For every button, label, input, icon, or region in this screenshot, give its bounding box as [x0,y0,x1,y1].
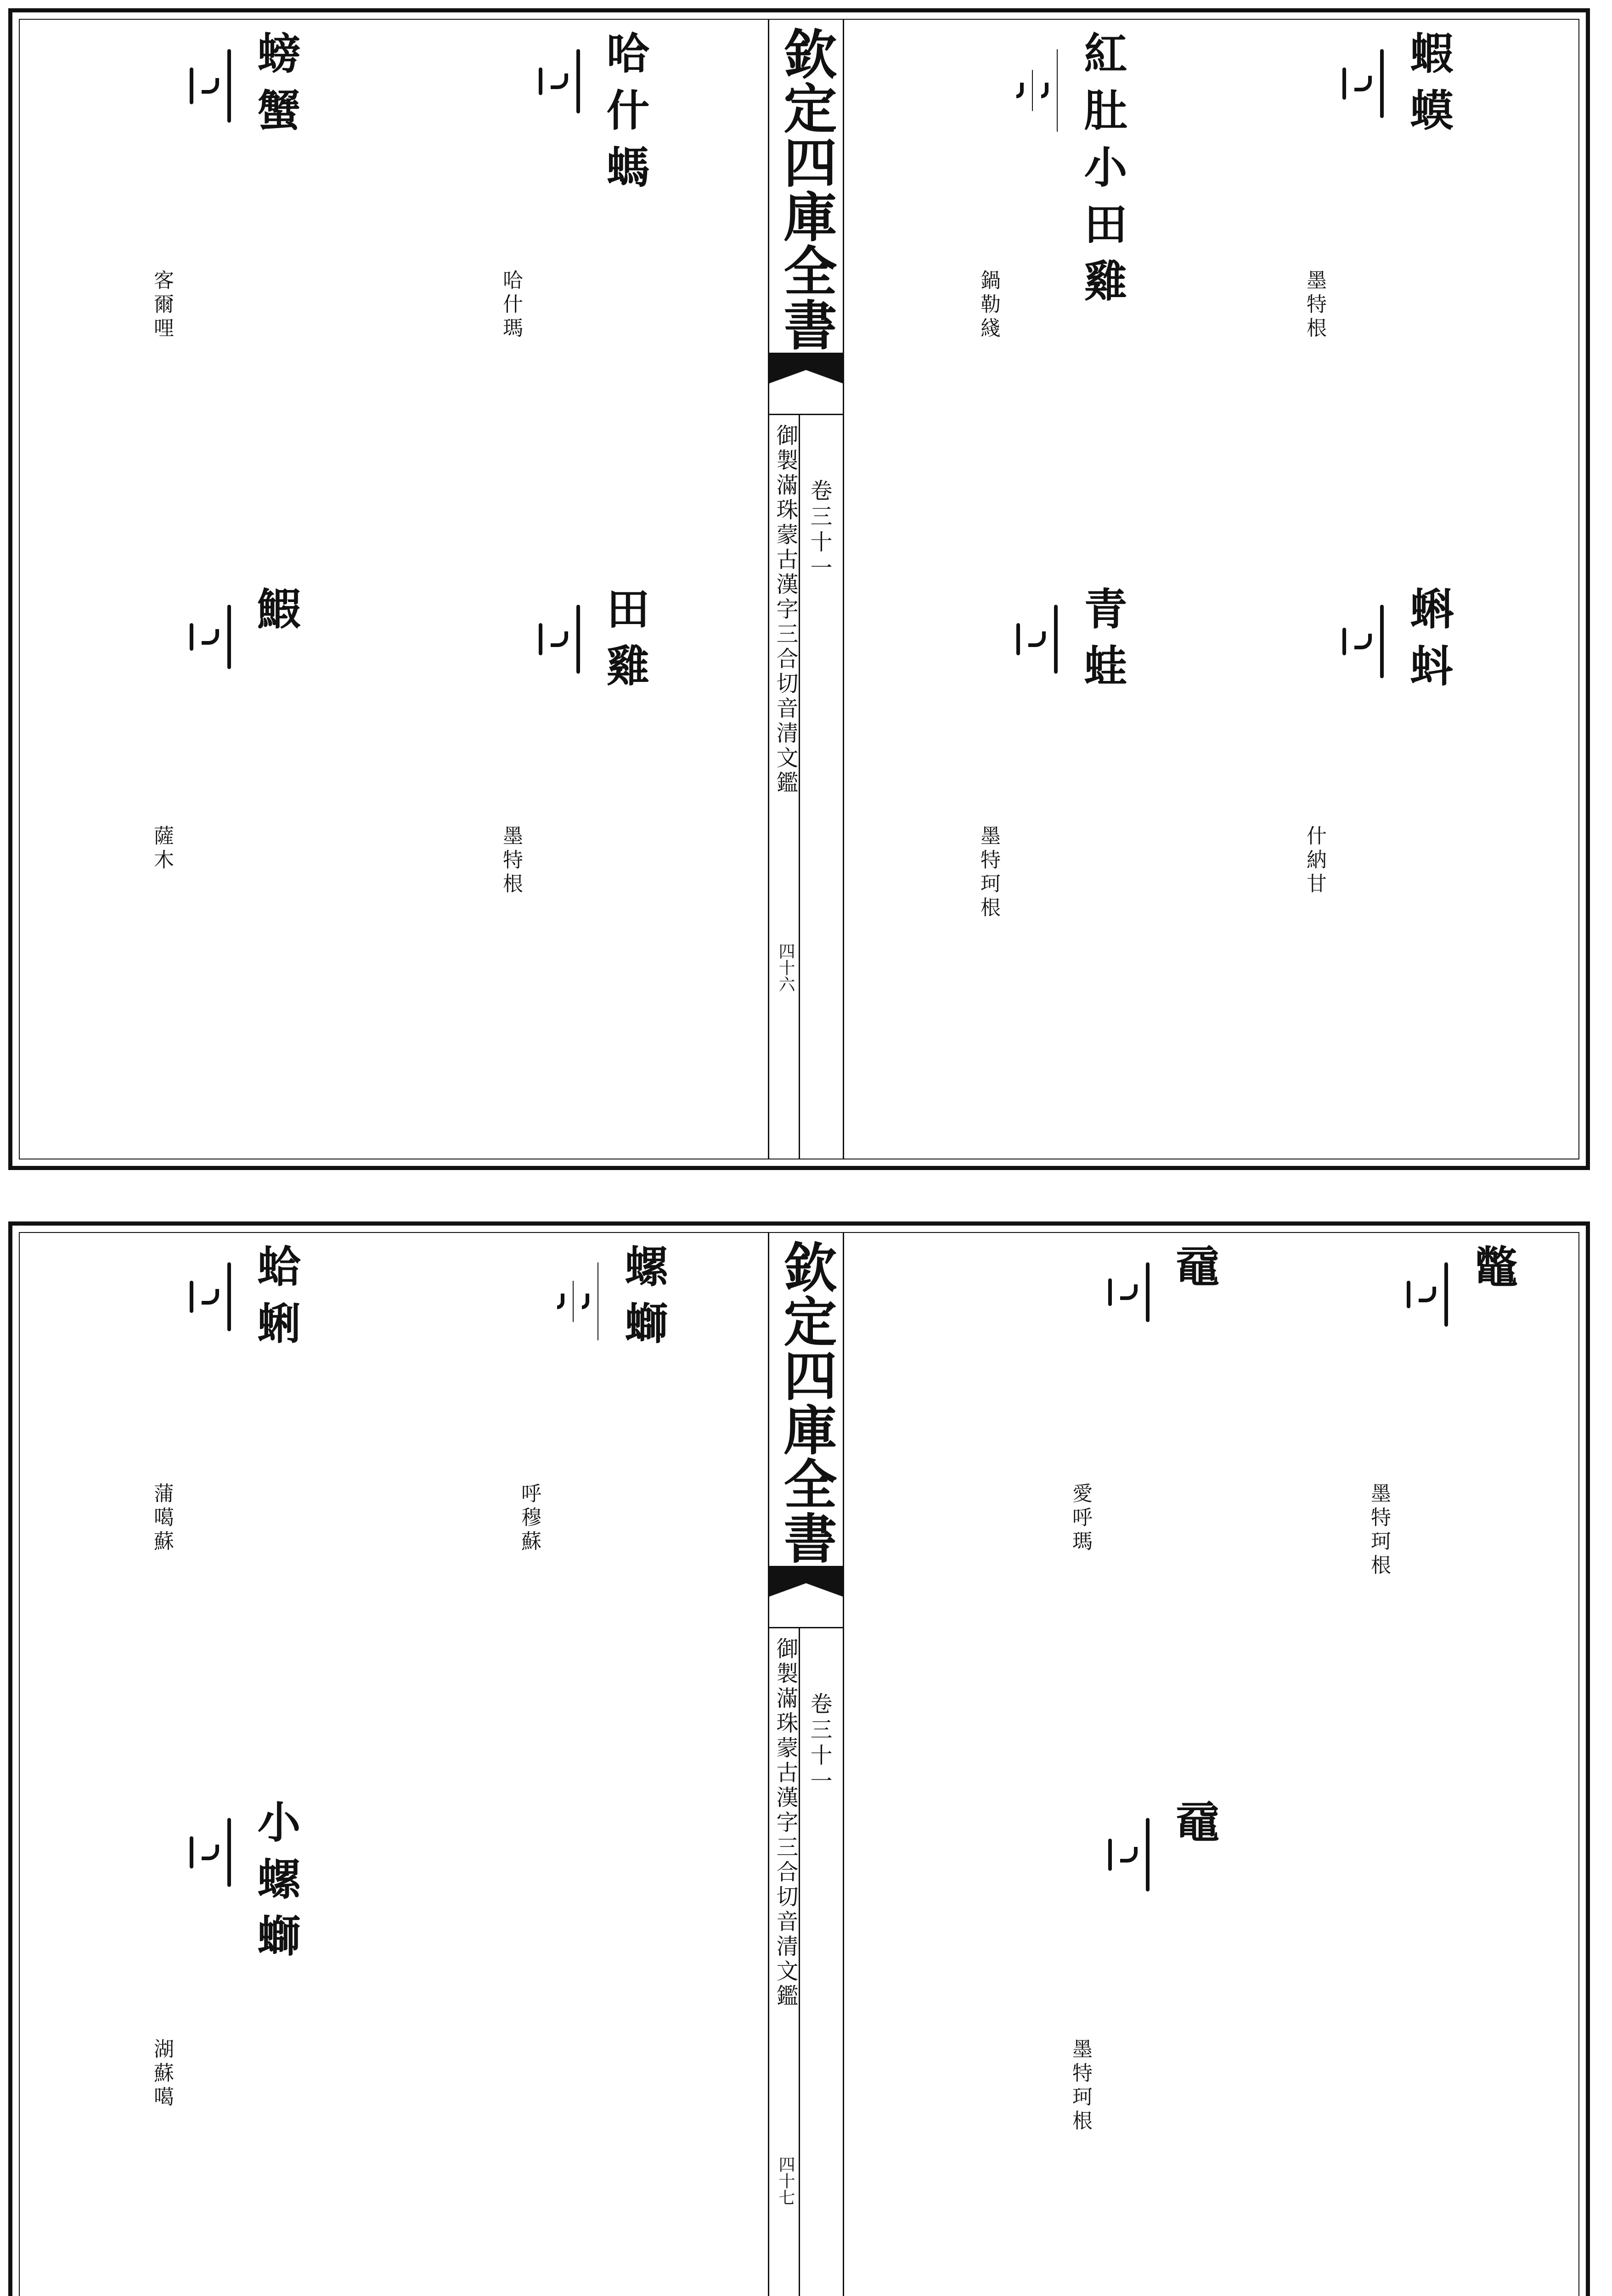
manchu-script [1407,1244,1448,1327]
entry-headword: 小螺螄 [250,1800,300,1970]
manchu-script [190,31,231,123]
entry [150,1244,303,1758]
upper-page [8,8,1590,1170]
center-column [768,20,844,1159]
fishtail-ornament [769,1566,843,1628]
entry-gloss: 呼穆蘇 [518,1483,541,1554]
entry-headword: 鼈 [1467,1244,1517,1301]
entry-headword: 螺螄 [617,1244,668,1358]
entry-gloss: 湖蘇噶 [150,2038,174,2110]
manchu-script [1108,1800,1150,1891]
entry-gloss: 墨特根 [499,825,523,897]
collection-title: 欽定四庫全書 [775,27,837,352]
manchu-script [539,586,580,674]
entry [150,31,303,545]
entry [150,586,303,1101]
manchu-script [1342,586,1384,678]
entry [150,1800,303,2296]
fishtail-ornament [769,353,843,415]
manchu-script [1342,31,1384,118]
manchu-script [190,586,231,669]
entry-headword: 田雞 [599,586,649,700]
entry-gloss: 墨特珂根 [1069,2038,1092,2134]
entry-headword: 紅肚小田雞 [1077,31,1127,315]
leaf-number: 四十六 [776,943,795,992]
entry-gloss: 蒲噶蘇 [150,1483,174,1554]
entry-headword: 蝦蟆 [1403,31,1453,145]
entry [1367,1244,1520,1758]
collection-title: 欽定四庫全書 [775,1240,837,1565]
manchu-script [190,1244,231,1331]
entry-gloss: 哈什瑪 [499,270,523,341]
lower-page [8,1221,1590,2296]
manchu-script [1016,586,1058,674]
volume-number: 卷三十一 [806,1692,832,1795]
entry-gloss: 薩木 [150,825,174,873]
entry-gloss: 鍋勒綫 [977,270,1000,341]
center-column [768,1233,844,2296]
entry [1303,31,1455,545]
entry-headword: 哈什螞 [599,31,649,202]
entry [1303,586,1455,1101]
entry-headword: 蛤蜊 [250,1244,300,1358]
manchu-script [1108,1244,1150,1322]
leaf-number: 四十七 [776,2156,795,2206]
book-title: 御製滿珠蒙古漢字三合切音清文鑑 [772,1637,798,2009]
entry [518,1244,670,1758]
entry-gloss: 什納甘 [1303,825,1326,897]
entry [1069,1800,1221,2296]
volume-number: 卷三十一 [806,479,832,582]
entry-gloss: 墨特珂根 [1367,1483,1391,1578]
entry-headword: 螃蟹 [250,31,300,145]
manchu-script [190,1800,231,1887]
center-divider [799,415,800,1159]
entry-headword: 黿 [1168,1244,1219,1301]
entry-gloss: 墨特珂根 [977,825,1000,921]
manchu-script [1016,31,1058,132]
book-title: 御製滿珠蒙古漢字三合切音清文鑑 [772,424,798,796]
entry-headword: 鰕 [250,586,300,643]
entry-gloss: 客爾哩 [150,270,174,341]
entry-headword: 蝌蚪 [1403,586,1453,700]
entry [1069,1244,1221,1758]
entry [499,31,652,545]
entry [977,586,1129,1101]
manchu-script [539,31,580,113]
entry [499,586,652,1101]
entry-headword: 青蛙 [1077,586,1127,700]
manchu-script [557,1244,598,1340]
entry-gloss: 愛呼瑪 [1069,1483,1092,1554]
center-divider [799,1628,800,2296]
entry [977,31,1129,545]
entry-gloss: 墨特根 [1303,270,1326,341]
entry-headword: 黿 [1168,1800,1219,1857]
